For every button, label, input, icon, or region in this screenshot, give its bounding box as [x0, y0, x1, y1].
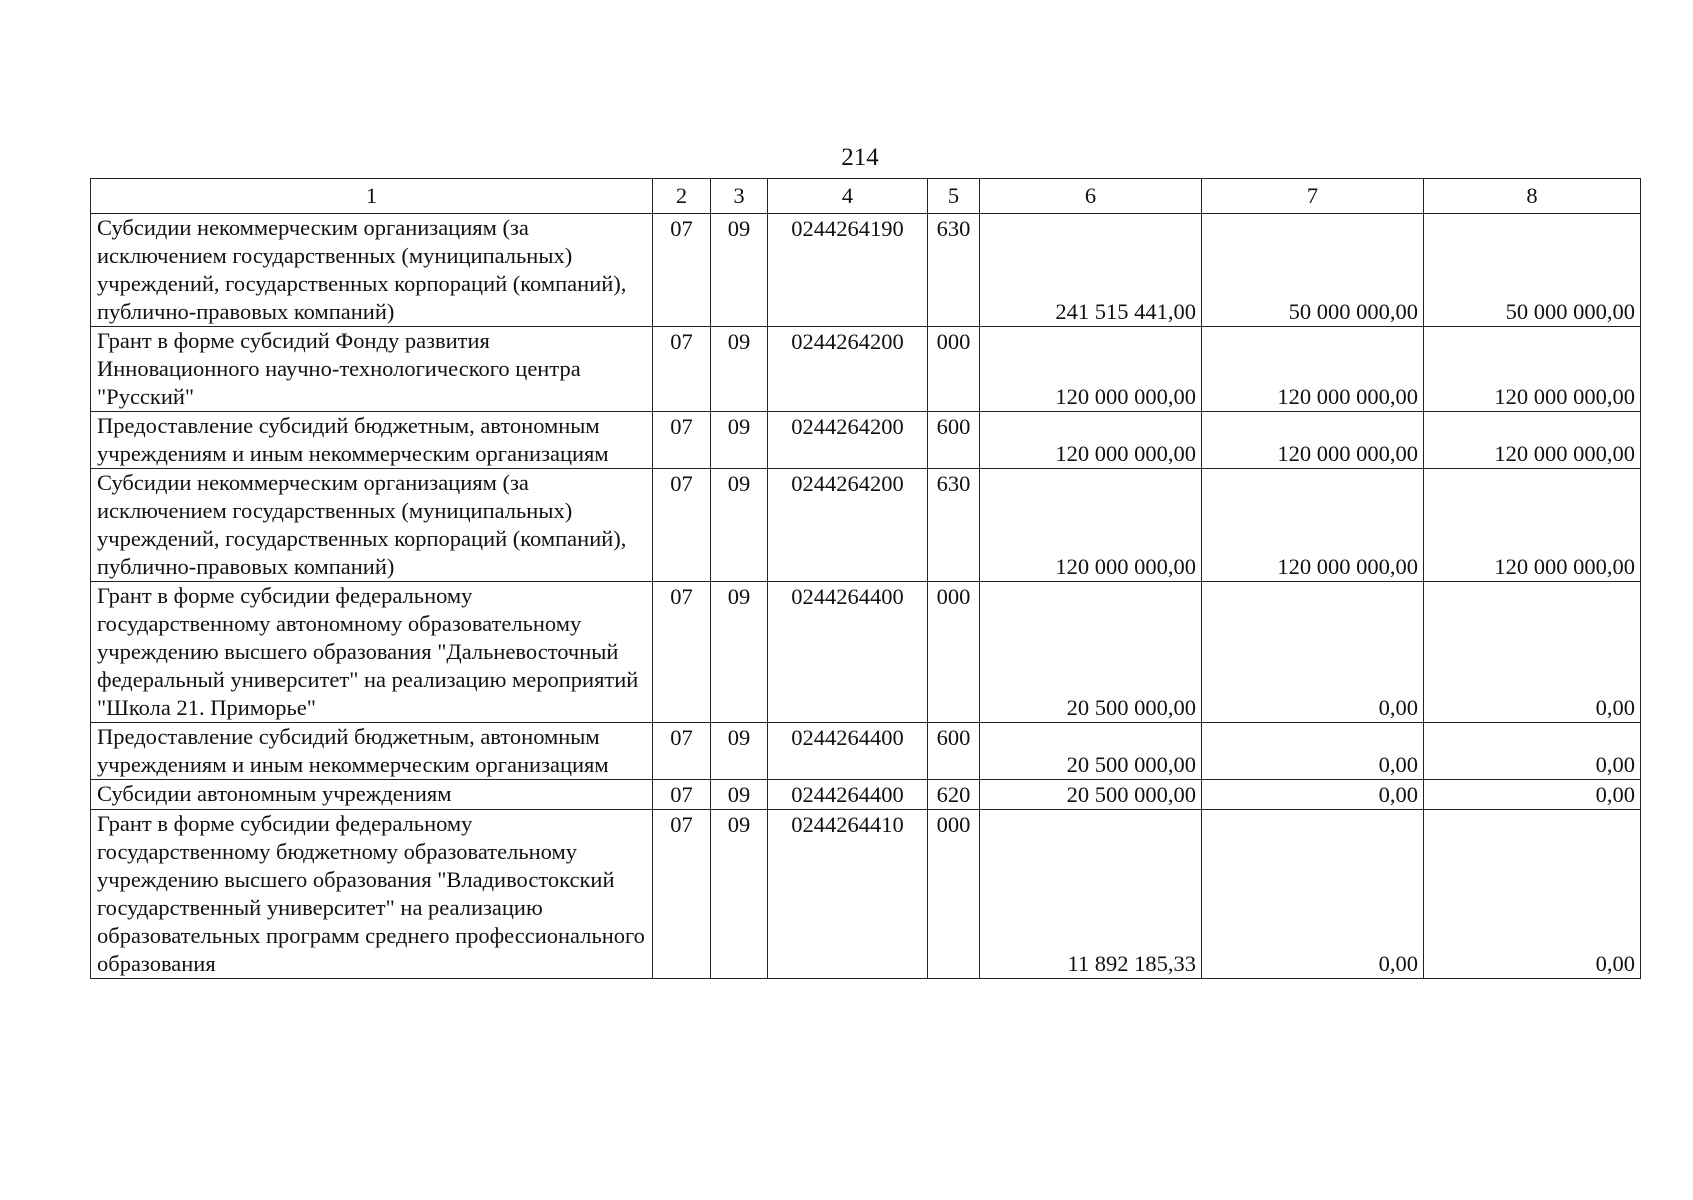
amount-col7: 0,00	[1202, 810, 1424, 979]
section-code: 07	[653, 810, 711, 979]
column-header: 7	[1202, 179, 1424, 214]
amount-col6: 120 000 000,00	[980, 412, 1202, 469]
table-row	[91, 810, 1641, 979]
amount-col8: 120 000 000,00	[1424, 412, 1641, 469]
amount-col8: 120 000 000,00	[1424, 327, 1641, 412]
column-header: 6	[980, 179, 1202, 214]
amount-col8: 0,00	[1424, 723, 1641, 780]
target-article-code: 0244264200	[768, 327, 928, 412]
table-row	[91, 327, 1641, 412]
amount-col6: 20 500 000,00	[980, 723, 1202, 780]
budget-table	[90, 178, 1641, 979]
column-header: 3	[711, 179, 768, 214]
column-header: 2	[653, 179, 711, 214]
section-code: 07	[653, 469, 711, 582]
row-name: Субсидии некоммерческим организациям (за исключением государственных (муниципальных) учреждений, государственных корпораций (компаний), публично-правовых компаний)	[91, 214, 653, 327]
table-row	[91, 582, 1641, 723]
target-article-code: 0244264200	[768, 469, 928, 582]
amount-col6: 20 500 000,00	[980, 582, 1202, 723]
section-code: 07	[653, 412, 711, 469]
amount-col7: 0,00	[1202, 780, 1424, 810]
subsection-code: 09	[711, 582, 768, 723]
column-header: 5	[928, 179, 980, 214]
amount-col7: 50 000 000,00	[1202, 214, 1424, 327]
section-code: 07	[653, 582, 711, 723]
target-article-code: 0244264410	[768, 810, 928, 979]
column-header: 1	[91, 179, 653, 214]
expense-type-code: 000	[928, 810, 980, 979]
row-name: Субсидии автономным учреждениям	[91, 780, 653, 810]
expense-type-code: 600	[928, 412, 980, 469]
amount-col7: 120 000 000,00	[1202, 327, 1424, 412]
row-name: Грант в форме субсидии федеральному государственному автономному образовательному учреждению высшего образования "Дальневосточный федеральный университет" на реализацию мероприятий "Школа 21. Приморье"	[91, 582, 653, 723]
amount-col6: 120 000 000,00	[980, 327, 1202, 412]
amount-col8: 0,00	[1424, 810, 1641, 979]
section-code: 07	[653, 214, 711, 327]
row-name: Грант в форме субсидии федеральному государственному бюджетному образовательному учреждению высшего образования "Владивостокский государственный университет" на реализацию образовательных программ среднего профессионального образования	[91, 810, 653, 979]
target-article-code: 0244264400	[768, 780, 928, 810]
amount-col6: 11 892 185,33	[980, 810, 1202, 979]
subsection-code: 09	[711, 412, 768, 469]
target-article-code: 0244264190	[768, 214, 928, 327]
expense-type-code: 600	[928, 723, 980, 780]
expense-type-code: 630	[928, 214, 980, 327]
expense-type-code: 000	[928, 327, 980, 412]
column-header: 8	[1424, 179, 1641, 214]
expense-type-code: 630	[928, 469, 980, 582]
target-article-code: 0244264200	[768, 412, 928, 469]
row-name: Предоставление субсидий бюджетным, автономным учреждениям и иным некоммерческим организациям	[91, 412, 653, 469]
amount-col6: 120 000 000,00	[980, 469, 1202, 582]
subsection-code: 09	[711, 723, 768, 780]
section-code: 07	[653, 723, 711, 780]
expense-type-code: 000	[928, 582, 980, 723]
table-row	[91, 723, 1641, 780]
target-article-code: 0244264400	[768, 582, 928, 723]
subsection-code: 09	[711, 810, 768, 979]
subsection-code: 09	[711, 214, 768, 327]
amount-col7: 120 000 000,00	[1202, 412, 1424, 469]
section-code: 07	[653, 780, 711, 810]
amount-col8: 0,00	[1424, 582, 1641, 723]
page-number: 214	[841, 144, 879, 171]
amount-col7: 0,00	[1202, 723, 1424, 780]
table-row	[91, 469, 1641, 582]
table-row	[91, 780, 1641, 810]
amount-col8: 50 000 000,00	[1424, 214, 1641, 327]
table-row	[91, 412, 1641, 469]
amount-col8: 120 000 000,00	[1424, 469, 1641, 582]
amount-col6: 20 500 000,00	[980, 780, 1202, 810]
subsection-code: 09	[711, 469, 768, 582]
amount-col8: 0,00	[1424, 780, 1641, 810]
amount-col6: 241 515 441,00	[980, 214, 1202, 327]
subsection-code: 09	[711, 327, 768, 412]
expense-type-code: 620	[928, 780, 980, 810]
section-code: 07	[653, 327, 711, 412]
amount-col7: 0,00	[1202, 582, 1424, 723]
header-row	[91, 179, 1641, 214]
amount-col7: 120 000 000,00	[1202, 469, 1424, 582]
row-name: Предоставление субсидий бюджетным, автономным учреждениям и иным некоммерческим организациям	[91, 723, 653, 780]
row-name: Субсидии некоммерческим организациям (за исключением государственных (муниципальных) учреждений, государственных корпораций (компаний), публично-правовых компаний)	[91, 469, 653, 582]
column-header: 4	[768, 179, 928, 214]
row-name: Грант в форме субсидий Фонду развития Инновационного научно-технологического центра "Русский"	[91, 327, 653, 412]
subsection-code: 09	[711, 780, 768, 810]
table-row	[91, 214, 1641, 327]
target-article-code: 0244264400	[768, 723, 928, 780]
